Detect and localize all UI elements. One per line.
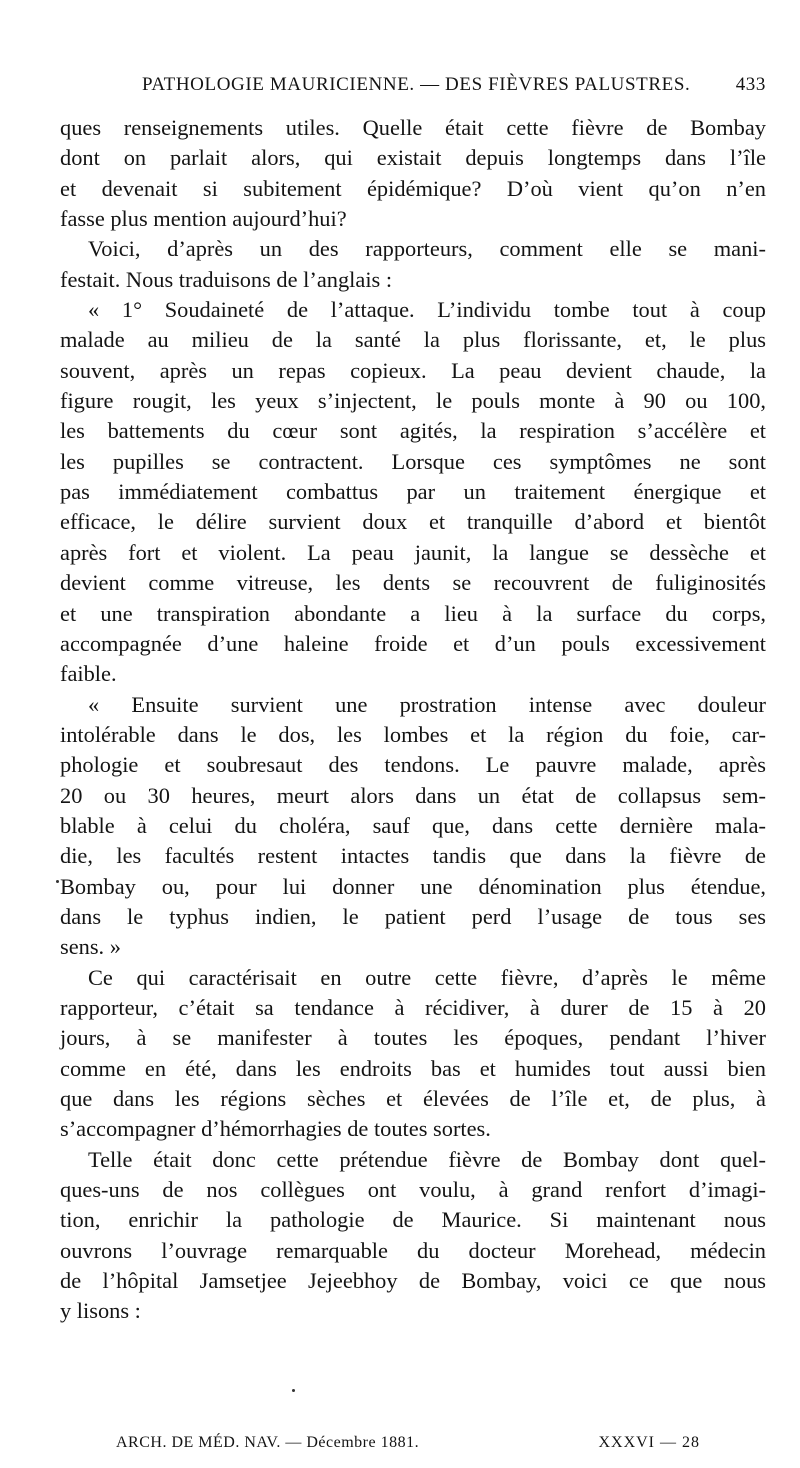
text-line: figure rougit, les yeux s’injectent, le pouls monte à 90 ou 100, (60, 388, 766, 414)
text-line: Telle était donc cette prétendue fièvre de Bombay dont quel- (88, 1146, 766, 1172)
paragraph (60, 690, 766, 963)
text-line: Ce qui caractérisait en outre cette fièvre, d’après le même (88, 964, 766, 990)
text-line: pas immédiatement combattus par un traitement énergique et (60, 479, 766, 505)
text-line: et une transpiration abondante a lieu à la surface du corps, (60, 600, 766, 626)
text-line: jours, à se manifester à toutes les époques, pendant l’hiver (60, 1025, 766, 1051)
text-line: ques renseignements utiles. Quelle était cette fièvre de Bombay (60, 115, 766, 140)
running-title: PATHOLOGIE MAURICIENNE. — DES FIÈVRES PALUSTRES. (142, 74, 691, 95)
text-line: les battements du cœur sont agités, la respiration s’accélère et (60, 418, 766, 444)
text-line: intolérable dans le dos, les lombes et la région du foie, car- (60, 721, 766, 747)
text-line: dans le typhus indien, le patient perd l’usage de tous ses (60, 903, 766, 929)
text-line: y lisons : (60, 1298, 141, 1324)
text-line: phologie et soubresaut des tendons. Le pauvre malade, après (60, 752, 766, 778)
body-text (60, 113, 766, 1327)
text-line: après fort et violent. La peau jaunit, la langue se dessèche et (60, 539, 766, 565)
text-line: Bombay ou, pour lui donner une dénomination plus étendue, (60, 873, 766, 899)
stray-mark (292, 1389, 295, 1392)
text-line: 20 ou 30 heures, meurt alors dans un état de collapsus sem- (60, 782, 766, 808)
text-line: « Ensuite survient une prostration intense avec douleur (88, 691, 766, 717)
text-line: Voici, d’après un des rapporteurs, comment elle se mani- (88, 236, 766, 262)
text-line: tion, enrichir la pathologie de Maurice. Si maintenant nous (60, 1207, 766, 1233)
journal-citation: ARCH. DE MÉD. NAV. — Décembre 1881. (116, 1434, 420, 1451)
text-line: faible. (60, 661, 117, 687)
text-line: « 1° Soudaineté de l’attaque. L’individu tombe tout à coup (88, 297, 766, 323)
paragraph (60, 113, 766, 234)
text-line: sens. » (60, 934, 121, 960)
text-line: festait. Nous traduisons de l’anglais : (60, 266, 393, 292)
text-line: rapporteur, c’était sa tendance à récidiver, à durer de 15 à 20 (60, 994, 766, 1020)
text-line: de l’hôpital Jamsetjee Jejeebhoy de Bombay, voici ce que nous (60, 1268, 766, 1294)
text-line: et devenait si subitement épidémique? D’où vient qu’on n’en (60, 175, 766, 201)
text-line: efficace, le délire survient doux et tranquille d’abord et bientôt (60, 509, 766, 535)
text-line: die, les facultés restent intactes tandis que dans la fièvre de (60, 843, 766, 869)
text-line: ouvrons l’ouvrage remarquable du docteur Morehead, médecin (60, 1237, 766, 1263)
text-line: que dans les régions sèches et élevées de l’île et, de plus, à (60, 1086, 766, 1111)
paragraph (60, 1145, 766, 1327)
paragraph (60, 295, 766, 689)
text-line: les pupilles se contractent. Lorsque ces symptômes ne sont (60, 448, 766, 474)
text-line: malade au milieu de la santé la plus florissante, et, le plus (60, 327, 766, 353)
paragraph (60, 234, 766, 295)
stray-mark (56, 880, 59, 883)
page-number: 433 (735, 74, 766, 95)
paragraph (60, 963, 766, 1145)
text-line: s’accompagner d’hémorrhagies de toutes sortes. (60, 1116, 491, 1142)
text-line: souvent, après un repas copieux. La peau devient chaude, la (60, 357, 766, 383)
text-line: dont on parlait alors, qui existait depuis longtemps dans l’île (60, 145, 766, 171)
text-line: accompagnée d’une haleine froide et d’un pouls excessivement (60, 630, 766, 656)
text-line: fasse plus mention aujourd’hui? (60, 206, 347, 232)
text-line: devient comme vitreuse, les dents se recouvrent de fuliginosités (60, 570, 766, 596)
text-line: comme en été, dans les endroits bas et humides tout aussi bien (60, 1055, 766, 1081)
signature-mark: XXXVI — 28 (598, 1434, 700, 1451)
text-line: blable à celui du choléra, sauf que, dans cette dernière mala- (60, 812, 766, 838)
text-line: ques-uns de nos collègues ont voulu, à grand renfort d’imagi- (60, 1177, 766, 1203)
